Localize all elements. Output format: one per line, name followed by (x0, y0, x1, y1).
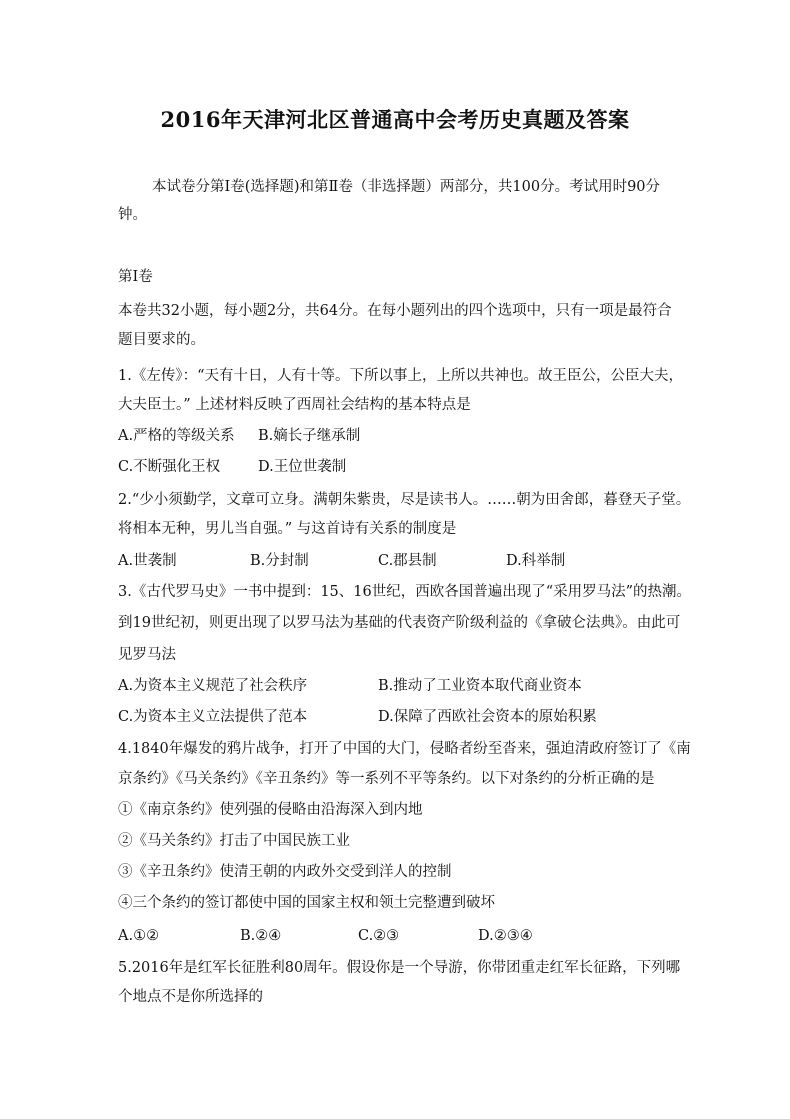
question-2-option-a: A.世袭制 (118, 553, 177, 569)
question-3-stem: 见罗马法 (118, 647, 176, 663)
question-4-option-d: D.②③④ (478, 928, 533, 944)
question-4-stem: 4.1840年爆发的鸦片战争，打开了中国的大门，侵略者纷至沓来，强迫清政府签订了《南 (118, 741, 691, 757)
question-4-statement: ③《辛丑条约》使清王朝的内政外交受到洋人的控制 (118, 864, 452, 880)
section-note-line: 本卷共32小题，每小题2分，共64分。在每小题列出的四个选项中，只有一项是最符合 (118, 303, 672, 319)
question-2-option-b: B.分封制 (250, 553, 309, 569)
question-4-statement: ④三个条约的签订都使中国的国家主权和领土完整遭到破坏 (118, 895, 495, 911)
question-1-option-d: D.王位世袭制 (258, 459, 347, 475)
question-3-option-d: D.保障了西欧社会资本的原始积累 (378, 709, 597, 725)
section-note-line: 题目要求的。 (118, 332, 205, 348)
question-4-option-b: B.②④ (240, 928, 282, 944)
question-3-option-a: A.为资本主义规范了社会秩序 (118, 678, 308, 694)
question-1-option-b: B.嫡长子继承制 (258, 428, 361, 444)
question-1-stem: 大夫臣士。” 上述材料反映了西周社会结构的基本特点是 (118, 397, 471, 413)
question-3-stem: 到19世纪初，则更出现了以罗马法为基础的代表资产阶级利益的《拿破仑法典》。由此可 (118, 615, 681, 631)
question-2-stem: 2.“少小须勤学，文章可立身。满朝朱紫贵，尽是读书人。……朝为田舍郎，暮登天子堂。 (118, 492, 691, 508)
question-2-option-d: D.科举制 (506, 553, 566, 569)
question-1-option-c: C.不断强化王权 (118, 459, 221, 475)
question-2-option-c: C.郡县制 (378, 553, 437, 569)
question-4-option-c: C.②③ (358, 928, 400, 944)
question-4-stem: 京条约》《马关条约》《辛丑条约》等一系列不平等条约。以下对条约的分析正确的是 (118, 771, 655, 787)
question-4-statement: ②《马关条约》打击了中国民族工业 (118, 833, 350, 849)
page-title: 2016年天津河北区普通高中会考历史真题及答案 (160, 107, 630, 132)
question-3-option-c: C.为资本主义立法提供了范本 (118, 709, 308, 725)
intro-line: 本试卷分第Ⅰ卷(选择题)和第Ⅱ卷（非选择题）两部分，共100分。考试用时90分 (152, 179, 661, 195)
question-5-stem: 5.2016年是红军长征胜利80周年。假设你是一个导游，你带团重走红军长征路，下列哪 (118, 960, 681, 976)
question-4-option-a: A.①② (118, 928, 160, 944)
question-1-option-a: A.严格的等级关系 (118, 428, 235, 444)
question-3-stem: 3.《古代罗马史》一书中提到：15、16世纪，西欧各国普遍出现了“采用罗马法”的热潮。 (118, 584, 692, 600)
question-1-stem: 1.《左传》：“天有十日，人有十等。下所以事上，上所以共神也。故王臣公，公臣大夫， (118, 368, 683, 384)
question-5-stem: 个地点不是你所选择的 (118, 989, 263, 1005)
question-3-option-b: B.推动了工业资本取代商业资本 (378, 678, 582, 694)
section-heading: 第Ⅰ卷 (118, 269, 153, 285)
question-4-statement: ①《南京条约》使列强的侵略由沿海深入到内地 (118, 802, 423, 818)
intro-line: 钟。 (118, 207, 147, 223)
question-2-stem: 将相本无种，男儿当自强。” 与这首诗有关系的制度是 (118, 521, 457, 537)
